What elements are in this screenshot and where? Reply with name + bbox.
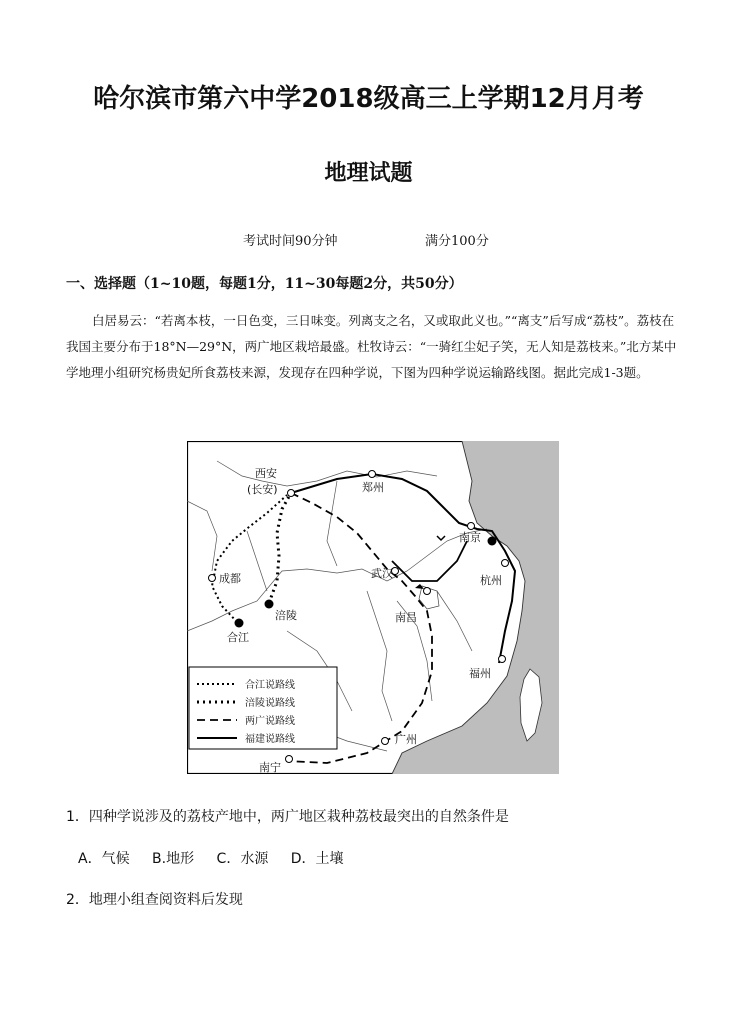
label-nanning: 南宁 bbox=[259, 761, 281, 774]
option-c: C．水源 bbox=[216, 851, 269, 867]
label-changan: (长安) bbox=[247, 483, 278, 496]
question-2: 2．地理小组查阅资料后发现 bbox=[66, 892, 243, 908]
exam-time: 考试时间90分钟 bbox=[243, 234, 338, 249]
question-1: 1．四种学说涉及的荔枝产地中，两广地区栽种荔枝最突出的自然条件是 bbox=[66, 809, 509, 825]
marker-hangzhou bbox=[502, 560, 509, 567]
map-legend bbox=[189, 667, 337, 749]
label-fuzhou: 福州 bbox=[469, 667, 491, 680]
label-nanjing: 南京 bbox=[459, 531, 481, 544]
label-xian: 西安 bbox=[255, 467, 277, 480]
exam-title: 哈尔滨市第六中学2018级高三上学期12月月考 bbox=[93, 84, 644, 114]
marker-nanchang bbox=[424, 588, 431, 595]
option-a: A．气候 bbox=[78, 851, 130, 867]
legend-label-hejiang: 合江说路线 bbox=[245, 680, 295, 691]
marker-fuzhou bbox=[499, 656, 506, 663]
marker-fuling bbox=[265, 600, 274, 609]
label-hejiang: 合江 bbox=[227, 631, 249, 644]
label-fuling: 涪陵 bbox=[275, 609, 297, 622]
marker-nanning bbox=[286, 756, 293, 763]
marker-zhengzhou bbox=[369, 471, 376, 478]
exam-score: 满分100分 bbox=[425, 234, 489, 249]
option-d: D．土壤 bbox=[290, 851, 344, 867]
label-guangzhou: 广州 bbox=[395, 733, 417, 746]
marker-guangzhou bbox=[382, 738, 389, 745]
label-chengdu: 成都 bbox=[219, 572, 241, 585]
exam-subject: 地理试题 bbox=[324, 161, 413, 186]
route-map bbox=[187, 441, 559, 774]
marker-nanjing bbox=[468, 523, 475, 530]
marker-chengdu bbox=[209, 575, 216, 582]
reading-passage: 白居易云：“若离本枝，一日色变，三日味变。列离支之名，又或取此义也。”“离支”后写成“荔枝”。荔枝在我国主要分布于18°N—29°N，两广地区栽培最盛。杜牧诗云：“一骑红尘妃子笑，无人知是荔枝来。”北方某中学地理小组研究杨贵妃所食荔枝来源，发现存在四种学说，下图为四种学说运输路线图。据此完成1-3题。 bbox=[66, 313, 677, 380]
question-1-options bbox=[78, 848, 362, 868]
label-hangzhou: 杭州 bbox=[480, 574, 502, 587]
section-heading: 一、选择题（1~10题，每题1分，11~30每题2分，共50分） bbox=[66, 276, 463, 292]
label-zhengzhou: 郑州 bbox=[362, 481, 384, 494]
label-nanchang: 南昌 bbox=[395, 611, 417, 624]
legend-label-fuling: 涪陵说路线 bbox=[245, 698, 295, 709]
marker-xian bbox=[288, 490, 295, 497]
option-b: B.地形 bbox=[152, 851, 195, 867]
legend-label-fujian: 福建说路线 bbox=[245, 734, 295, 745]
marker-hejiang bbox=[235, 619, 244, 628]
legend-label-lianguang: 两广说路线 bbox=[245, 716, 295, 727]
marker-nanjing-dot bbox=[488, 537, 497, 546]
label-wuhan: 武汉 bbox=[371, 567, 393, 580]
